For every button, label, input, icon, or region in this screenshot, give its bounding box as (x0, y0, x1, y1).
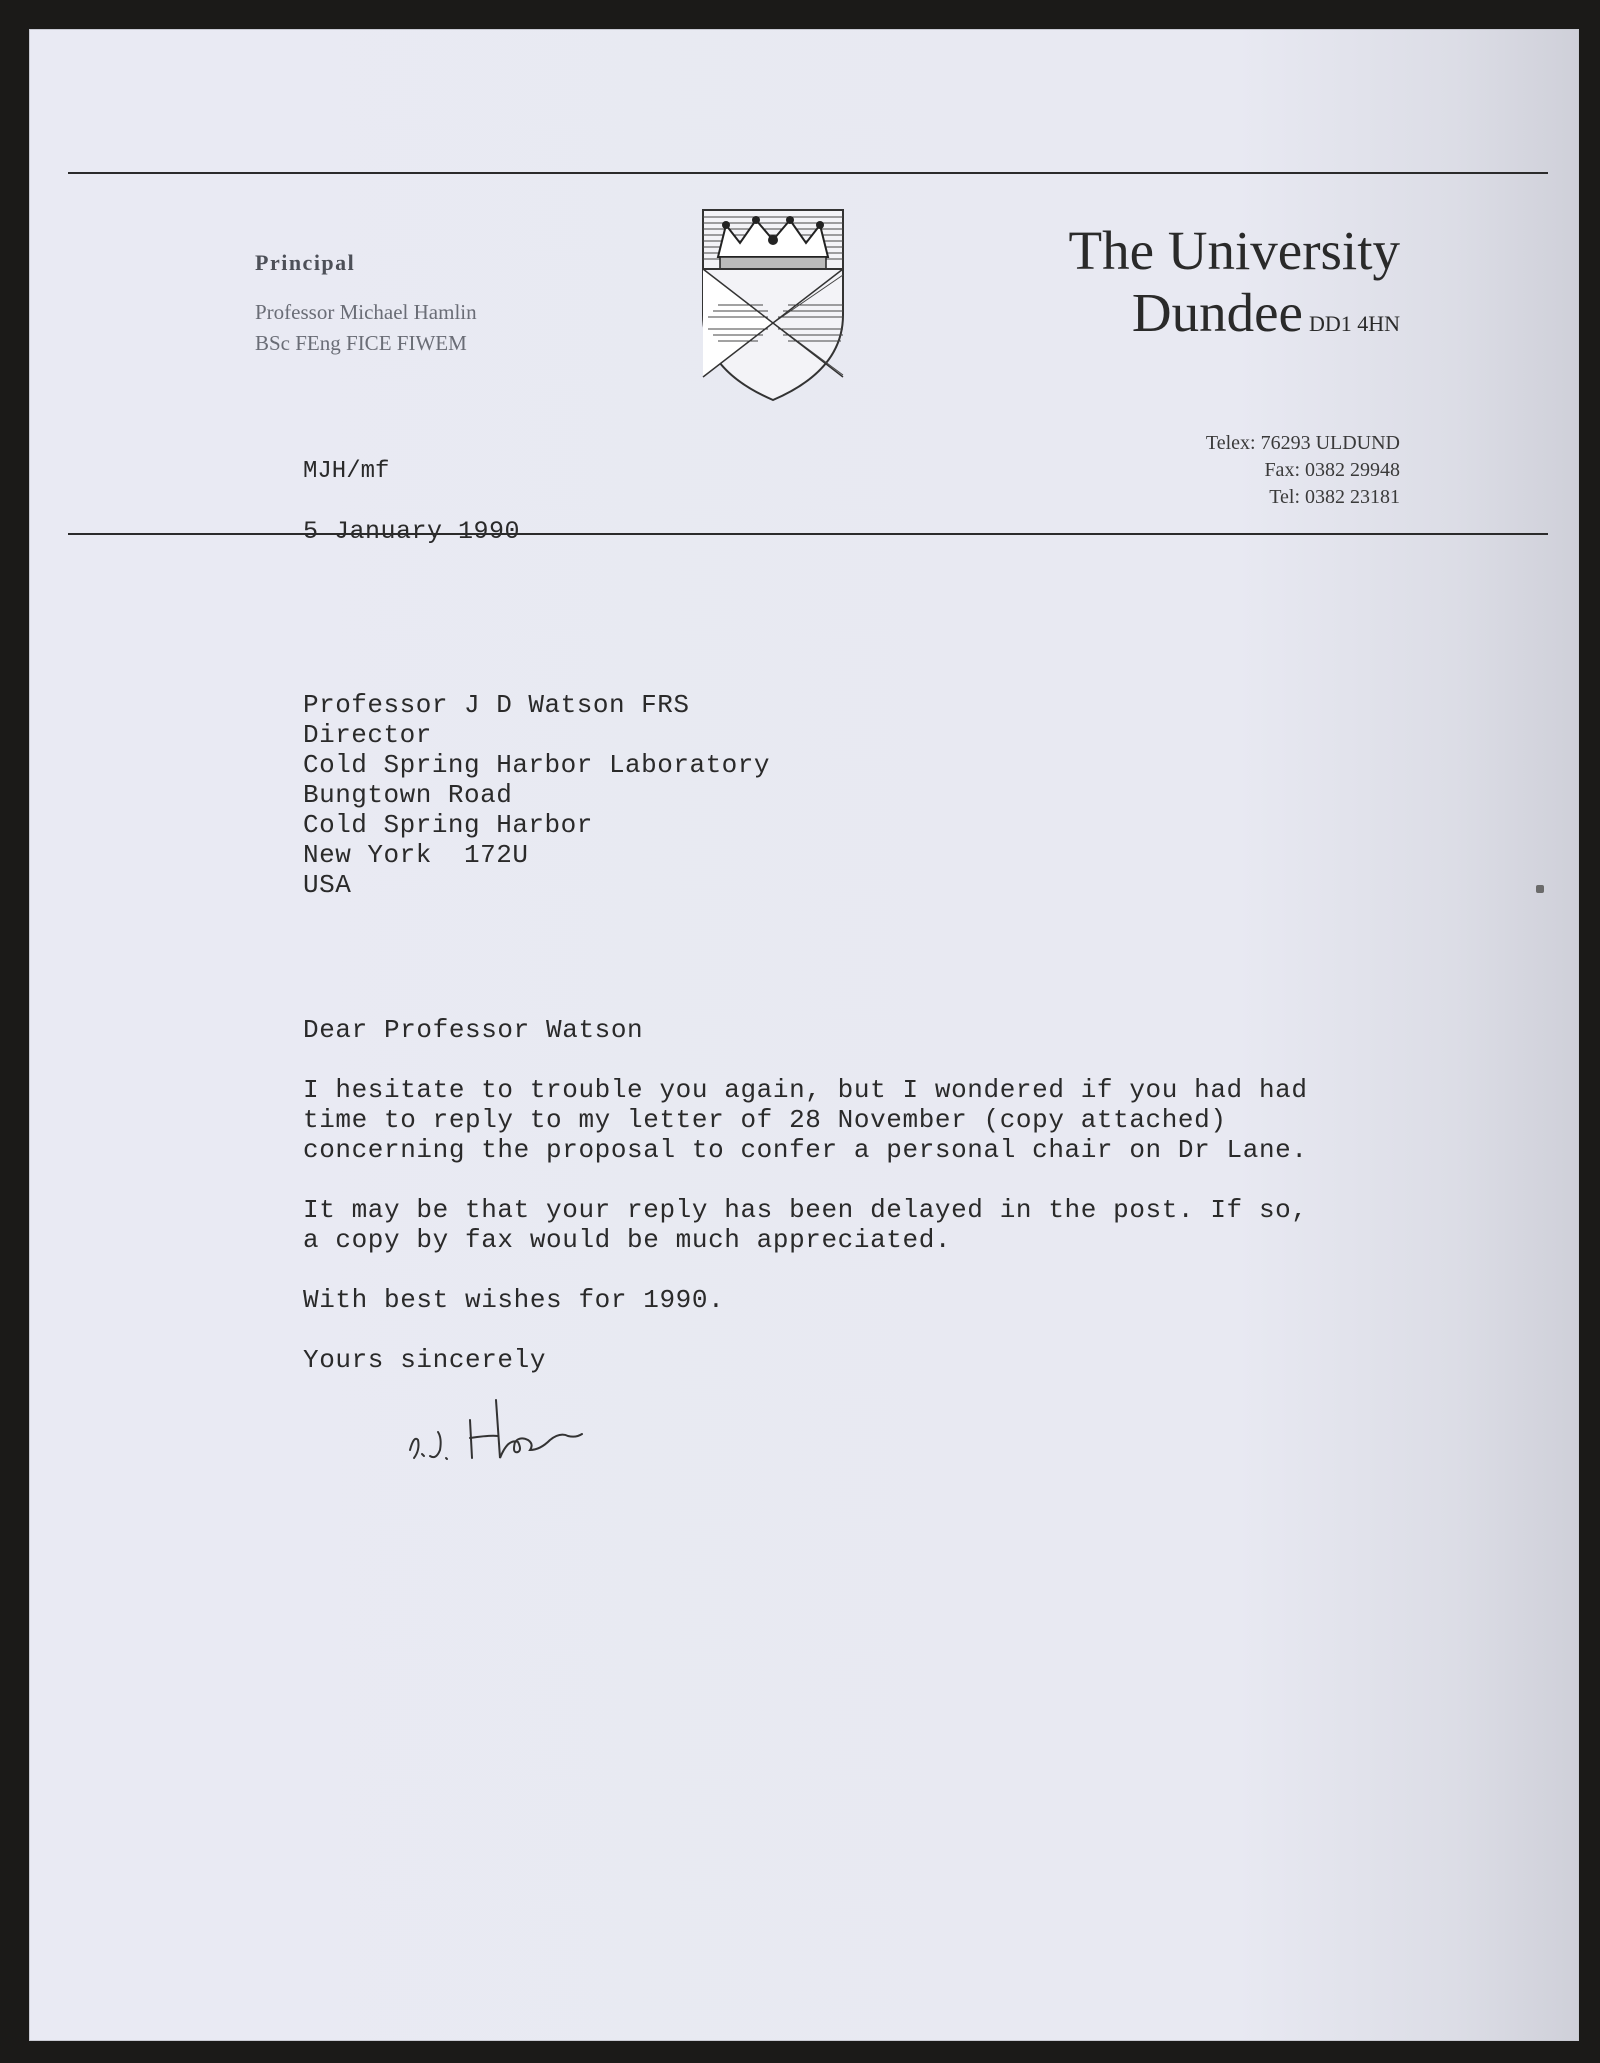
university-line-2 (1069, 282, 1400, 355)
principal-block (255, 250, 477, 360)
salutation: Dear Professor Watson (303, 1015, 644, 1045)
telex-line: Telex: 76293 ULDUND (1205, 432, 1400, 454)
university-line-1: The University (1068, 220, 1400, 281)
university-crest-icon (698, 205, 848, 405)
recipient-address (303, 690, 770, 900)
principal-qualifications: BSc FEng FICE FIWEM (255, 331, 467, 355)
paragraph-2-line: a copy by fax would be much appreciated. (303, 1225, 952, 1255)
tel-line: Tel: 0382 23181 (1269, 486, 1400, 508)
address-line: New York 172U (303, 840, 529, 870)
contact-details (1206, 430, 1400, 511)
reference-code: MJH/mf (303, 458, 390, 485)
address-line: Cold Spring Harbor Laboratory (303, 750, 770, 780)
header-bottom-rule (68, 533, 1548, 535)
paragraph-1-line: I hesitate to trouble you again, but I wondered if you had had (303, 1075, 1308, 1105)
closing-line: Yours sincerely (303, 1345, 547, 1375)
principal-title: Principal (255, 250, 356, 275)
address-line: Cold Spring Harbor (303, 810, 593, 840)
fax-line: Fax: 0382 29948 (1264, 459, 1400, 481)
stray-mark (1536, 885, 1544, 893)
paragraph-1-line: concerning the proposal to confer a personal chair on Dr Lane. (303, 1135, 1308, 1165)
paragraph-1-line: time to reply to my letter of 28 November (copy attached) (303, 1105, 1227, 1135)
principal-name: Professor Michael Hamlin (255, 300, 477, 324)
university-city: Dundee (1131, 282, 1303, 343)
signature-icon (400, 1380, 600, 1470)
university-postcode: DD1 4HN (1308, 311, 1400, 336)
letter-date: 5 January 1990 (303, 517, 521, 546)
address-line: Professor J D Watson FRS (303, 690, 690, 720)
address-line: USA (303, 870, 352, 900)
university-name (1069, 220, 1400, 355)
wishes-line: With best wishes for 1990. (303, 1285, 725, 1315)
address-line: Bungtown Road (303, 780, 513, 810)
header-top-rule (68, 172, 1548, 174)
letter-page (30, 30, 1578, 2040)
paragraph-2-line: It may be that your reply has been delayed in the post. If so, (303, 1195, 1308, 1225)
letter-body (303, 1015, 1473, 1375)
address-line: Director (303, 720, 432, 750)
